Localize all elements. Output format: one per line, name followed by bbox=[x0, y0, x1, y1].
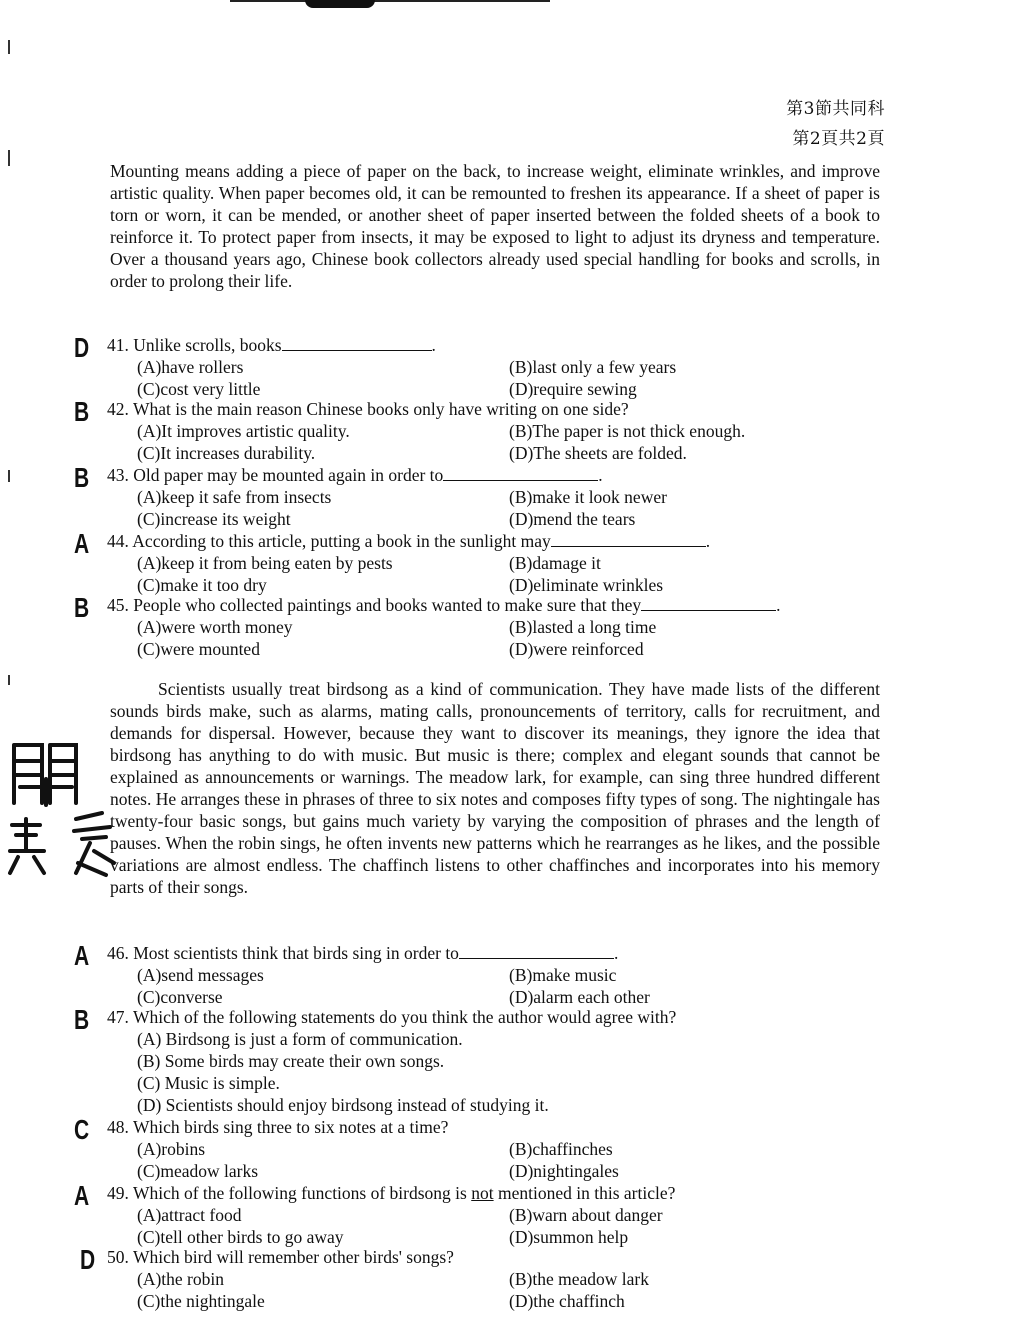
option-a: (A)keep it safe from insects bbox=[137, 487, 332, 507]
question-number: 48. bbox=[107, 1117, 129, 1137]
passage-2-text: Scientists usually treat birdsong as a kind of communication. They have made lists of the different sounds birds make, such as alarms, mating calls, pronouncements of territory, calls for recruitment, and demands for dispersal. However, because they want to discover its meanings, they ignore the idea that birdsong has anything to do with music. But music is there; complex and elegant sounds that cannot be explained as announcements or warnings. The meadow lark, for example, can sing three hundred different notes. He arranges these in phrases of three to six notes and composes fifty types of song. The nightingale has twenty-four basic songs, but gains much variety by varying the composition of phrases and the length of pauses. When the robin sings, he often invents new patterns which he rearranges as he likes, and the possible variations are almost endless. The chaffinch listens to other chaffinches and incorporates into his memory parts of their songs. bbox=[110, 679, 880, 897]
scan-top-smudge bbox=[305, 0, 375, 8]
handwritten-answer: A bbox=[74, 528, 90, 559]
option-a: (A)were worth money bbox=[137, 617, 293, 637]
answer-blank bbox=[282, 336, 432, 351]
option-b: (B)warn about danger bbox=[509, 1205, 663, 1225]
question-50 bbox=[107, 1246, 887, 1312]
scan-top-line bbox=[230, 0, 550, 2]
question-text: What is the main reason Chinese books only have writing on one side? bbox=[132, 399, 629, 419]
scan-edge-mark bbox=[8, 470, 10, 482]
option-b: (B)chaffinches bbox=[509, 1139, 613, 1159]
question-number: 42. bbox=[107, 399, 129, 419]
option-c: (C)make it too dry bbox=[137, 575, 267, 595]
handwritten-answer: B bbox=[74, 462, 90, 493]
option-d: (D) Scientists should enjoy birdsong instead of studying it. bbox=[137, 1095, 549, 1115]
reading-passage-2 bbox=[110, 678, 880, 898]
answer-blank bbox=[443, 466, 598, 481]
question-47 bbox=[107, 1006, 887, 1116]
option-a: (A)have rollers bbox=[137, 357, 244, 377]
option-d: (D)require sewing bbox=[509, 379, 637, 399]
question-number: 43. bbox=[107, 465, 129, 485]
option-d: (D)alarm each other bbox=[509, 987, 650, 1007]
answer-blank bbox=[551, 532, 706, 547]
handwritten-answer: B bbox=[74, 396, 90, 427]
question-48 bbox=[107, 1116, 887, 1182]
question-42 bbox=[107, 398, 887, 464]
question-text: Old paper may be mounted again in order to bbox=[133, 465, 444, 485]
answer-blank bbox=[641, 596, 776, 611]
answer-blank bbox=[459, 944, 614, 959]
option-b: (B)the meadow lark bbox=[509, 1269, 649, 1289]
question-text: People who collected paintings and books wanted to make sure that they bbox=[133, 595, 642, 615]
handwritten-answer: D bbox=[80, 1244, 96, 1275]
option-d: (D)mend the tears bbox=[509, 509, 636, 529]
handwritten-note-drawing bbox=[6, 735, 126, 885]
reading-passage-1: Mounting means adding a piece of paper on the back, to increase weight, eliminate wrinkles, and improve artistic quality. When paper becomes old, it can be remounted to freshen its appearance. If a sheet of paper is torn or worn, it can be mended, or another sheet of paper inserted between the folded sheets of a book to reinforce it. To protect paper from insects, it may be exposed to light to adjust its dryness and temperature. Over a thousand years ago, Chinese book collectors already used special handling for books and scrolls, in order to prolong their life. bbox=[110, 161, 880, 291]
option-d: (D)The sheets are folded. bbox=[509, 443, 687, 463]
question-number: 46. bbox=[107, 943, 129, 963]
option-b: (B)lasted a long time bbox=[509, 617, 657, 637]
question-text: Which birds sing three to six notes at a time? bbox=[132, 1117, 449, 1137]
option-d: (D)were reinforced bbox=[509, 639, 644, 659]
option-c: (C)were mounted bbox=[137, 639, 260, 659]
question-number: 47. bbox=[107, 1007, 129, 1027]
option-c: (C)tell other birds to go away bbox=[137, 1227, 344, 1247]
option-b: (B)last only a few years bbox=[509, 357, 677, 377]
question-43: 43. Old paper may be mounted again in order to . (A)keep it safe from insects (B)make it look newer (C)increase its weight (D)mend the tears bbox=[107, 464, 887, 530]
option-d: (D)the chaffinch bbox=[509, 1291, 625, 1311]
scan-edge-mark bbox=[8, 40, 10, 54]
handwritten-answer: D bbox=[74, 332, 90, 363]
option-c: (C)increase its weight bbox=[137, 509, 291, 529]
underlined-not: not bbox=[471, 1183, 494, 1203]
option-c: (C)cost very little bbox=[137, 379, 261, 399]
question-number: 45. bbox=[107, 595, 129, 615]
question-text: According to this article, putting a book in the sunlight may bbox=[132, 531, 551, 551]
option-c: (C) Music is simple. bbox=[137, 1073, 280, 1093]
section-label: 第3節共同科 bbox=[786, 99, 885, 119]
question-44: 44. According to this article, putting a book in the sunlight may . (A)keep it from being eaten by pests (B)damage it (C)make it too dry (D)eliminate wrinkles bbox=[107, 530, 887, 596]
question-49 bbox=[107, 1182, 887, 1248]
handwritten-answer: B bbox=[74, 1004, 90, 1035]
option-a: (A)send messages bbox=[137, 965, 264, 985]
option-a: (A) Birdsong is just a form of communication. bbox=[137, 1029, 463, 1049]
option-b: (B)damage it bbox=[509, 553, 601, 573]
option-a: (A)keep it from being eaten by pests bbox=[137, 553, 393, 573]
question-number: 41. bbox=[107, 335, 129, 355]
scan-edge-mark bbox=[8, 675, 10, 685]
option-a: (A)attract food bbox=[137, 1205, 242, 1225]
option-a: (A)the robin bbox=[137, 1269, 224, 1289]
question-46: 46. Most scientists think that birds sing in order to . (A)send messages (B)make music (C)converse (D)alarm each other bbox=[107, 942, 887, 1008]
option-c: (C)the nightingale bbox=[137, 1291, 265, 1311]
question-text-end: mentioned in this article? bbox=[493, 1183, 676, 1203]
question-number: 44. bbox=[107, 531, 129, 551]
question-text: Unlike scrolls, books bbox=[133, 335, 282, 355]
scan-edge-mark bbox=[8, 150, 10, 166]
option-a: (A)It improves artistic quality. bbox=[137, 421, 350, 441]
question-number: 49. bbox=[107, 1183, 129, 1203]
question-number: 50. bbox=[107, 1247, 129, 1267]
handwritten-answer: C bbox=[74, 1114, 90, 1145]
option-d: (D)summon help bbox=[509, 1227, 629, 1247]
option-c: (C)meadow larks bbox=[137, 1161, 259, 1181]
question-text: Which of the following statements do you think the author would agree with? bbox=[132, 1007, 677, 1027]
handwritten-answer: B bbox=[74, 592, 90, 623]
handwritten-answer: A bbox=[74, 1180, 90, 1211]
option-d: (D)nightingales bbox=[509, 1161, 619, 1181]
question-text: Most scientists think that birds sing in order to bbox=[133, 943, 459, 963]
option-d: (D)eliminate wrinkles bbox=[509, 575, 664, 595]
question-text: Which of the following functions of birdsong is bbox=[132, 1183, 472, 1203]
question-45: 45. People who collected paintings and books wanted to make sure that they . (A)were worth money (B)lasted a long time (C)were mounted (D)were reinforced bbox=[107, 594, 887, 660]
page-number: 第2頁共2頁 bbox=[792, 129, 885, 149]
option-a: (A)robins bbox=[137, 1139, 206, 1159]
question-41: 41. Unlike scrolls, books . (A)have rollers (B)last only a few years (C)cost very little (D)require sewing bbox=[107, 334, 887, 400]
option-c: (C)converse bbox=[137, 987, 223, 1007]
option-c: (C)It increases durability. bbox=[137, 443, 316, 463]
handwritten-answer: A bbox=[74, 940, 90, 971]
option-b: (B) Some birds may create their own songs. bbox=[137, 1051, 445, 1071]
option-b: (B)make it look newer bbox=[509, 487, 667, 507]
question-text: Which bird will remember other birds' songs? bbox=[132, 1247, 454, 1267]
option-b: (B)The paper is not thick enough. bbox=[509, 421, 746, 441]
option-b: (B)make music bbox=[509, 965, 617, 985]
